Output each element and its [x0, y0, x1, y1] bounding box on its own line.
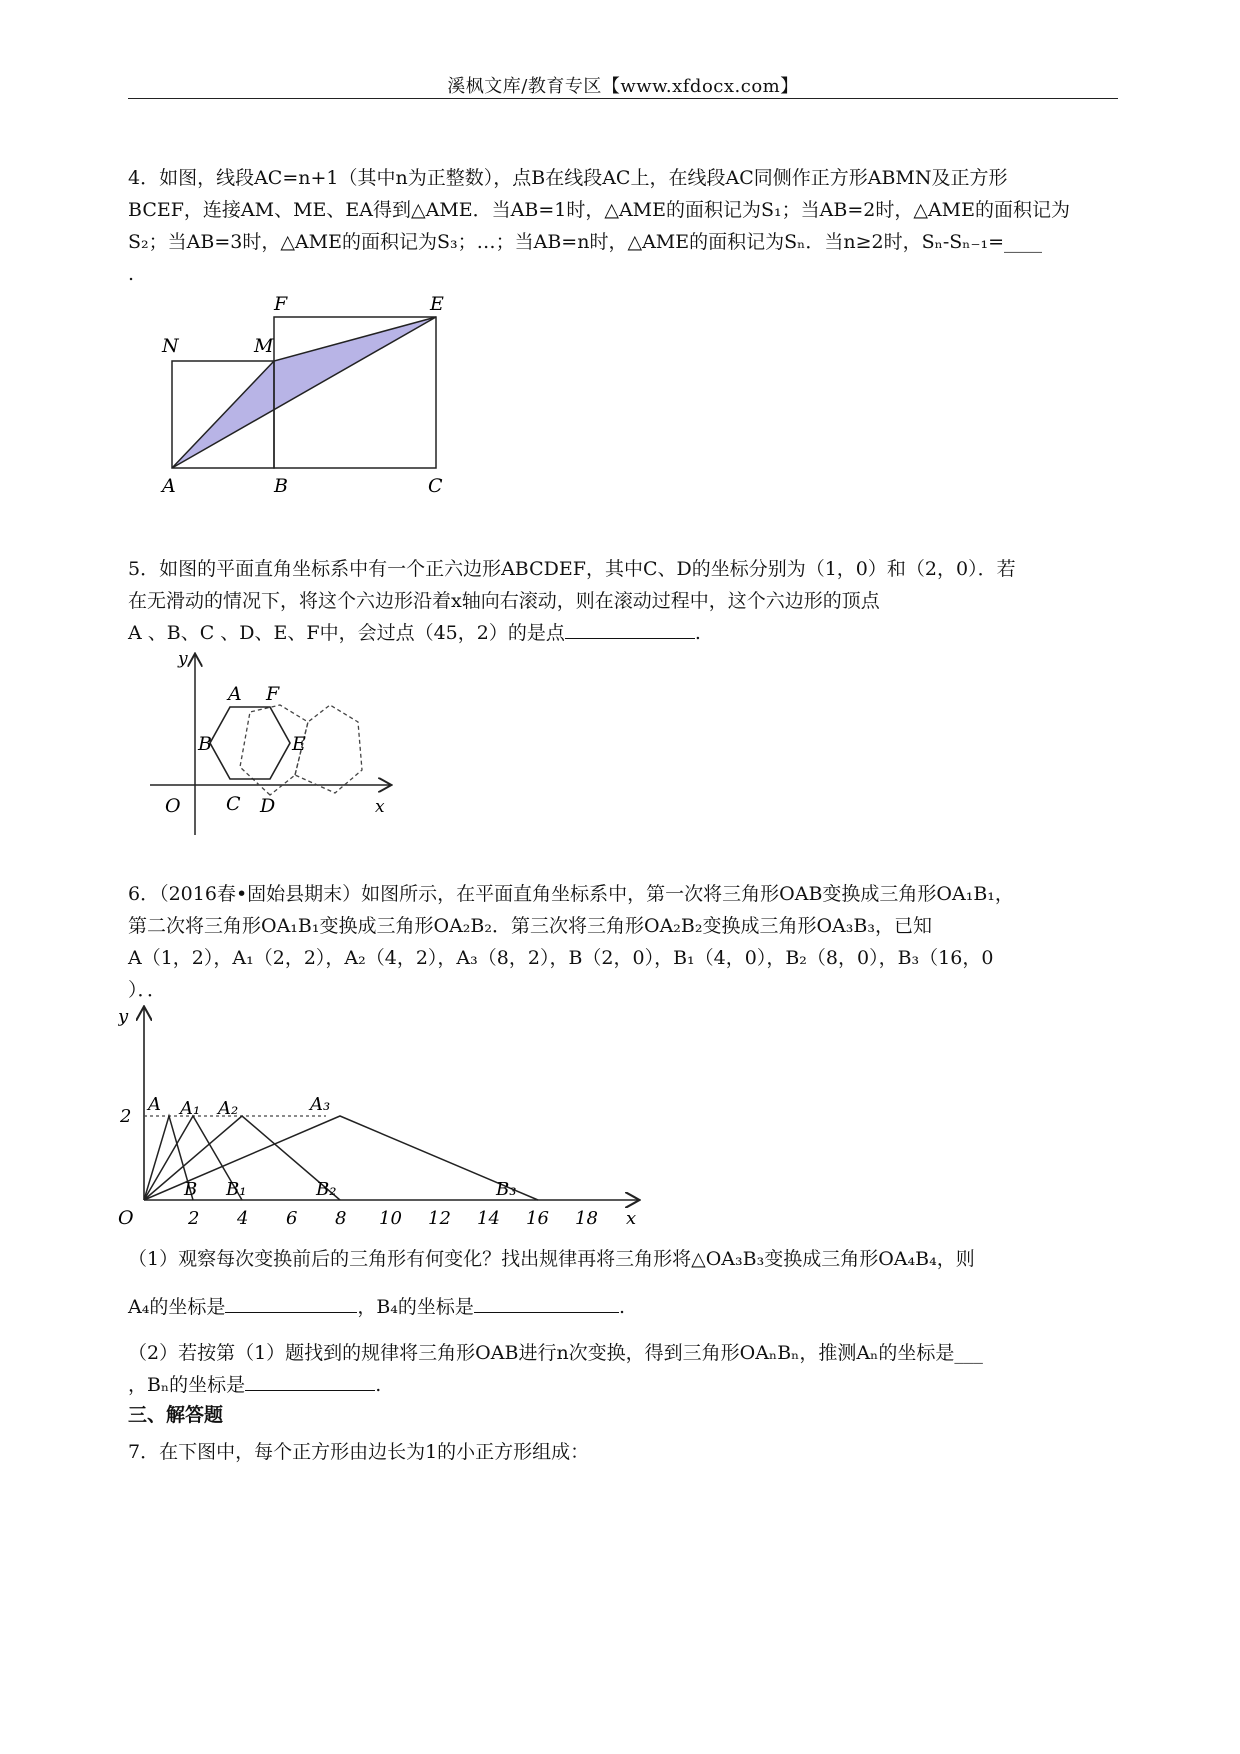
q6-line-3: A（1，2），A₁（2，2），A₂（4，2），A₃（8，2），B（2，0），B₁（4，0），B₂（8，0），B₃（16，0 — [128, 947, 994, 969]
q6-label-a1: A₁ — [180, 1098, 201, 1119]
q6-a4-answer-blank[interactable] — [225, 1292, 357, 1313]
q6-tick-16: 16 — [526, 1208, 549, 1229]
q6-sub2-end: . — [375, 1374, 382, 1396]
q6-label-a2: A₂ — [218, 1098, 239, 1119]
q6-label-b2: B₂ — [316, 1179, 337, 1200]
q5-label-f: F — [266, 683, 280, 705]
q6-figure — [118, 1002, 658, 1232]
q6-label-a3: A₃ — [310, 1094, 331, 1115]
q6-label-x: x — [626, 1208, 637, 1229]
q4-line-1: 4．如图，线段AC=n+1（其中n为正整数），点B在线段AC上，在线段AC同侧作正方形ABMN及正方形 — [128, 167, 1008, 189]
question-7-text — [128, 1436, 1118, 1468]
q5-hexagon — [210, 707, 290, 779]
q6-b4-answer-blank[interactable] — [474, 1292, 619, 1313]
q4-line-4: . — [128, 263, 135, 285]
q6-sub-1-answers — [128, 1291, 1118, 1323]
q6-tick-4: 4 — [237, 1208, 249, 1229]
section-3-title: 三、解答题 — [128, 1404, 224, 1426]
q6-label-b1: B₁ — [226, 1179, 247, 1200]
q5-label-b: B — [198, 733, 212, 755]
q6-line-1: 6．（2016春•固始县期末）如图所示，在平面直角坐标系中，第一次将三角形OAB变换成三角形OA₁B₁， — [128, 883, 1014, 905]
q4-figure — [150, 288, 460, 500]
q6-tick-2: 2 — [188, 1208, 200, 1229]
q6-sub2-bn-label: ，Bₙ的坐标是 — [128, 1374, 246, 1396]
q6-tick-6: 6 — [286, 1208, 298, 1229]
q5-label-y: y — [178, 650, 188, 669]
q6-label-2: 2 — [120, 1106, 132, 1127]
q5-label-c: C — [226, 793, 241, 815]
q6-label-y: y — [118, 1006, 129, 1027]
q4-line-3: S₂；当AB=3时，△AME的面积记为S₃；…；当AB=n时，△AME的面积记为Sₙ．当n≥2时，Sₙ-Sₙ₋₁=____ — [128, 231, 1043, 253]
page-header: 溪枫文库/教育专区【www.xfdocx.com】 — [447, 76, 799, 97]
q6-label-a: A — [148, 1094, 161, 1115]
q5-line-3-end: . — [694, 622, 701, 644]
q5-answer-blank[interactable] — [565, 618, 695, 639]
q4-label-f: F — [274, 293, 288, 315]
q7-line-1: 7．在下图中，每个正方形由边长为1的小正方形组成： — [128, 1441, 590, 1463]
q4-label-a: A — [162, 475, 176, 497]
header-divider — [128, 98, 1118, 99]
q5-label-a: A — [228, 683, 242, 705]
q6-sub2-line-a: （2）若按第（1）题找到的规律将三角形OAB进行n次变换，得到三角形OAₙBₙ，推测Aₙ的坐标是___ — [128, 1342, 983, 1364]
q6-label-b: B — [184, 1179, 198, 1200]
q6-label-o: O — [118, 1207, 134, 1229]
q6-tick-8: 8 — [335, 1208, 347, 1229]
question-4-text — [128, 162, 1118, 290]
q6-sub1-line-a: （1）观察每次变换前后的三角形有何变化？找出规律再将三角形将△OA₃B₃变换成三角形OA₄B₄，则 — [128, 1248, 975, 1270]
q5-line-3 — [128, 617, 1118, 649]
q6-sub1-a4-label: A₄的坐标是 — [128, 1296, 226, 1318]
q5-label-x: x — [375, 797, 385, 817]
q6-line-2: 第二次将三角形OA₁B₁变换成三角形OA₂B₂．第三次将三角形OA₂B₂变换成三角形OA₃B₃，已知 — [128, 915, 932, 937]
q5-label-e: E — [292, 733, 306, 755]
q5-label-d: D — [260, 795, 276, 817]
q6-line-4: ）．． — [128, 979, 167, 1001]
q4-label-c: C — [428, 475, 443, 497]
q6-tick-12: 12 — [428, 1208, 451, 1229]
q6-tick-18: 18 — [575, 1208, 598, 1229]
q4-shaded-triangle — [172, 317, 436, 468]
q4-label-m: M — [254, 335, 274, 357]
q6-sub1-end: . — [618, 1296, 625, 1318]
q5-line-2: 在无滑动的情况下，将这个六边形沿着x轴向右滚动，则在滚动过程中，这个六边形的顶点 — [128, 590, 880, 612]
question-6-text — [128, 878, 1118, 1006]
q5-figure — [140, 650, 410, 840]
q6-label-b3: B₃ — [496, 1179, 517, 1200]
q6-sub-2 — [128, 1337, 1118, 1401]
q4-label-e: E — [430, 293, 444, 315]
q5-label-o: O — [165, 795, 181, 817]
question-5-text — [128, 553, 1118, 649]
q6-x-ticks — [187, 1208, 598, 1229]
q5-line-1: 5．如图的平面直角坐标系中有一个正六边形ABCDEF，其中C、D的坐标分别为（1，0）和（2，0）．若 — [128, 558, 1016, 580]
q6-sub-1 — [128, 1243, 1118, 1275]
q6-bn-answer-blank[interactable] — [245, 1370, 375, 1391]
q4-line-2: BCEF，连接AM、ME、EA得到△AME．当AB=1时，△AME的面积记为S₁；当AB=2时，△AME的面积记为 — [128, 199, 1070, 221]
q4-label-n: N — [162, 335, 179, 357]
q6-triangle-oa3b3 — [144, 1116, 538, 1200]
q6-tick-10: 10 — [379, 1208, 402, 1229]
q6-tick-14: 14 — [477, 1208, 500, 1229]
q5-line-3-text: A 、B、C 、D、E、F中，会过点（45，2）的是点 — [128, 622, 565, 644]
q6-sub1-b4-label: ，B₄的坐标是 — [357, 1296, 474, 1318]
q4-label-b: B — [274, 475, 288, 497]
